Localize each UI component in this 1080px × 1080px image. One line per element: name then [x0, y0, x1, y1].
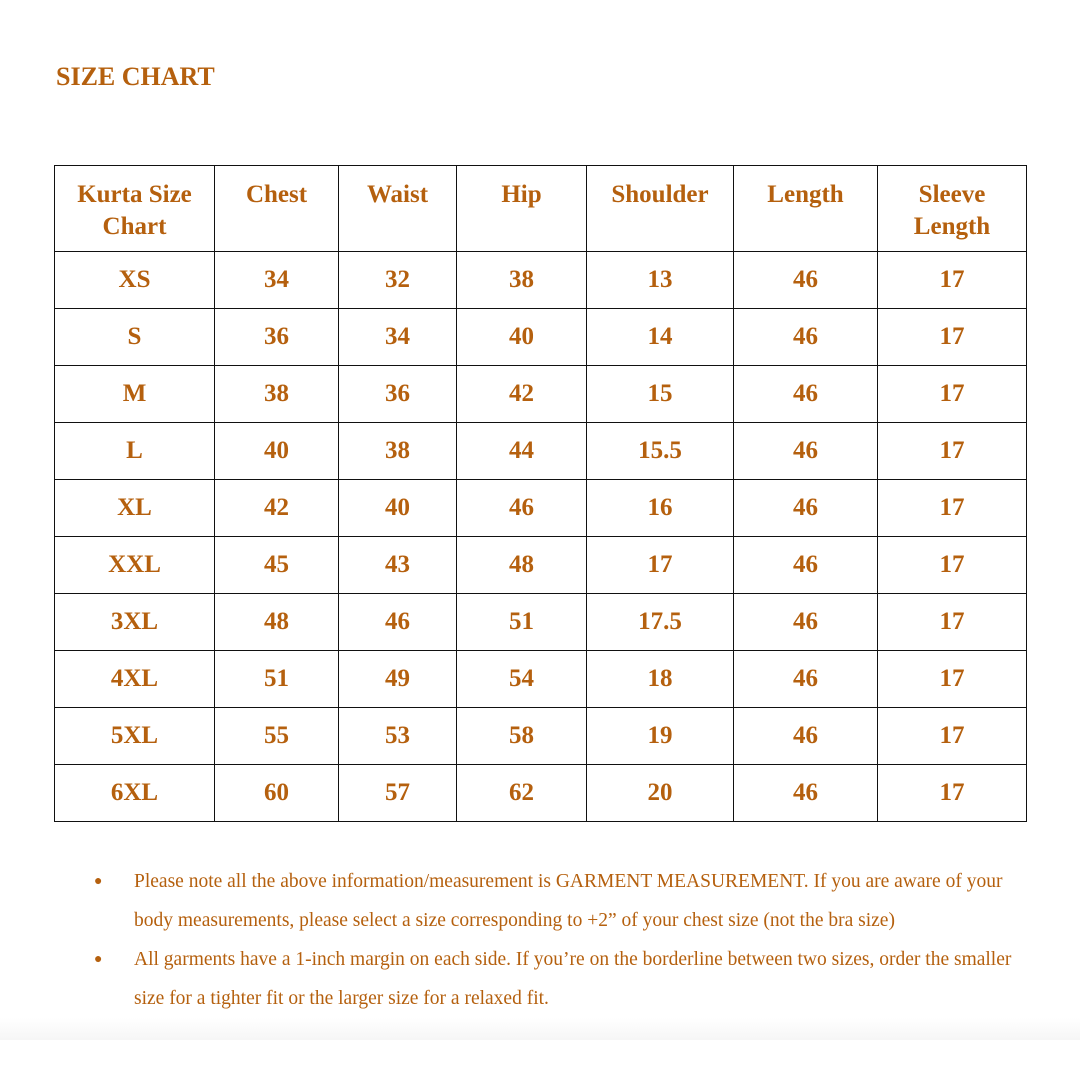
bottom-fade-divider	[0, 1018, 1080, 1040]
cell-sleeve-length: 17	[878, 651, 1027, 708]
cell-shoulder: 15.5	[587, 423, 734, 480]
cell-shoulder: 18	[587, 651, 734, 708]
cell-length: 46	[734, 651, 878, 708]
cell-sleeve-length: 17	[878, 708, 1027, 765]
cell-chest: 38	[215, 366, 339, 423]
table-row	[55, 651, 1027, 708]
notes-list	[84, 862, 1044, 1018]
cell-shoulder: 15	[587, 366, 734, 423]
cell-shoulder: 17	[587, 537, 734, 594]
table-row	[55, 765, 1027, 822]
cell-shoulder: 20	[587, 765, 734, 822]
note-text: All garments have a 1-inch margin on each side. If you’re on the borderline between two sizes, order the smaller size for a tighter fit or the larger size for a relaxed fit.	[134, 949, 1012, 1009]
cell-sleeve-length: 17	[878, 765, 1027, 822]
cell-size: L	[55, 423, 215, 480]
cell-hip: 40	[457, 309, 587, 366]
table-row	[55, 708, 1027, 765]
cell-size: 3XL	[55, 594, 215, 651]
cell-chest: 60	[215, 765, 339, 822]
cell-length: 46	[734, 423, 878, 480]
cell-sleeve-length: 17	[878, 309, 1027, 366]
cell-length: 46	[734, 537, 878, 594]
cell-hip: 58	[457, 708, 587, 765]
cell-waist: 46	[339, 594, 457, 651]
cell-sleeve-length: 17	[878, 366, 1027, 423]
cell-length: 46	[734, 366, 878, 423]
cell-size: XL	[55, 480, 215, 537]
cell-hip: 48	[457, 537, 587, 594]
header-length: Length	[734, 166, 878, 252]
table-row	[55, 537, 1027, 594]
cell-hip: 51	[457, 594, 587, 651]
cell-waist: 53	[339, 708, 457, 765]
bullet-icon: ●	[94, 952, 103, 967]
cell-chest: 48	[215, 594, 339, 651]
note-item	[84, 940, 1044, 1018]
bullet-icon: ●	[94, 874, 103, 889]
cell-waist: 40	[339, 480, 457, 537]
cell-waist: 38	[339, 423, 457, 480]
header-shoulder: Shoulder	[587, 166, 734, 252]
header-kurta-size: Kurta Size Chart	[55, 166, 215, 252]
cell-size: 5XL	[55, 708, 215, 765]
cell-length: 46	[734, 252, 878, 309]
cell-length: 46	[734, 594, 878, 651]
cell-length: 46	[734, 708, 878, 765]
cell-waist: 49	[339, 651, 457, 708]
cell-length: 46	[734, 480, 878, 537]
cell-hip: 46	[457, 480, 587, 537]
note-item	[84, 862, 1044, 940]
cell-waist: 36	[339, 366, 457, 423]
cell-shoulder: 16	[587, 480, 734, 537]
cell-chest: 45	[215, 537, 339, 594]
cell-chest: 55	[215, 708, 339, 765]
table-row	[55, 252, 1027, 309]
cell-shoulder: 13	[587, 252, 734, 309]
cell-length: 46	[734, 765, 878, 822]
cell-chest: 42	[215, 480, 339, 537]
cell-waist: 34	[339, 309, 457, 366]
cell-size: XXL	[55, 537, 215, 594]
cell-size: XS	[55, 252, 215, 309]
header-hip: Hip	[457, 166, 587, 252]
cell-chest: 34	[215, 252, 339, 309]
cell-hip: 38	[457, 252, 587, 309]
note-text: Please note all the above information/measurement is GARMENT MEASUREMENT. If you are aware of your body measurements, please select a size corresponding to +2” of your chest size (not the bra size)	[134, 871, 1003, 931]
cell-sleeve-length: 17	[878, 537, 1027, 594]
cell-sleeve-length: 17	[878, 480, 1027, 537]
header-waist: Waist	[339, 166, 457, 252]
cell-hip: 44	[457, 423, 587, 480]
cell-waist: 32	[339, 252, 457, 309]
cell-size: 6XL	[55, 765, 215, 822]
cell-chest: 36	[215, 309, 339, 366]
table-row	[55, 309, 1027, 366]
cell-shoulder: 17.5	[587, 594, 734, 651]
page-title: SIZE CHART	[56, 62, 215, 91]
cell-sleeve-length: 17	[878, 594, 1027, 651]
cell-waist: 57	[339, 765, 457, 822]
header-chest: Chest	[215, 166, 339, 252]
header-sleeve-length: Sleeve Length	[878, 166, 1027, 252]
cell-size: S	[55, 309, 215, 366]
table-row	[55, 594, 1027, 651]
table-row	[55, 423, 1027, 480]
cell-size: 4XL	[55, 651, 215, 708]
cell-length: 46	[734, 309, 878, 366]
table-header-row	[55, 166, 1027, 252]
cell-shoulder: 19	[587, 708, 734, 765]
table-row	[55, 480, 1027, 537]
cell-waist: 43	[339, 537, 457, 594]
cell-sleeve-length: 17	[878, 423, 1027, 480]
size-chart-table	[54, 165, 1027, 822]
cell-size: M	[55, 366, 215, 423]
cell-hip: 54	[457, 651, 587, 708]
cell-shoulder: 14	[587, 309, 734, 366]
cell-sleeve-length: 17	[878, 252, 1027, 309]
cell-hip: 42	[457, 366, 587, 423]
table-row	[55, 366, 1027, 423]
cell-chest: 51	[215, 651, 339, 708]
cell-hip: 62	[457, 765, 587, 822]
cell-chest: 40	[215, 423, 339, 480]
